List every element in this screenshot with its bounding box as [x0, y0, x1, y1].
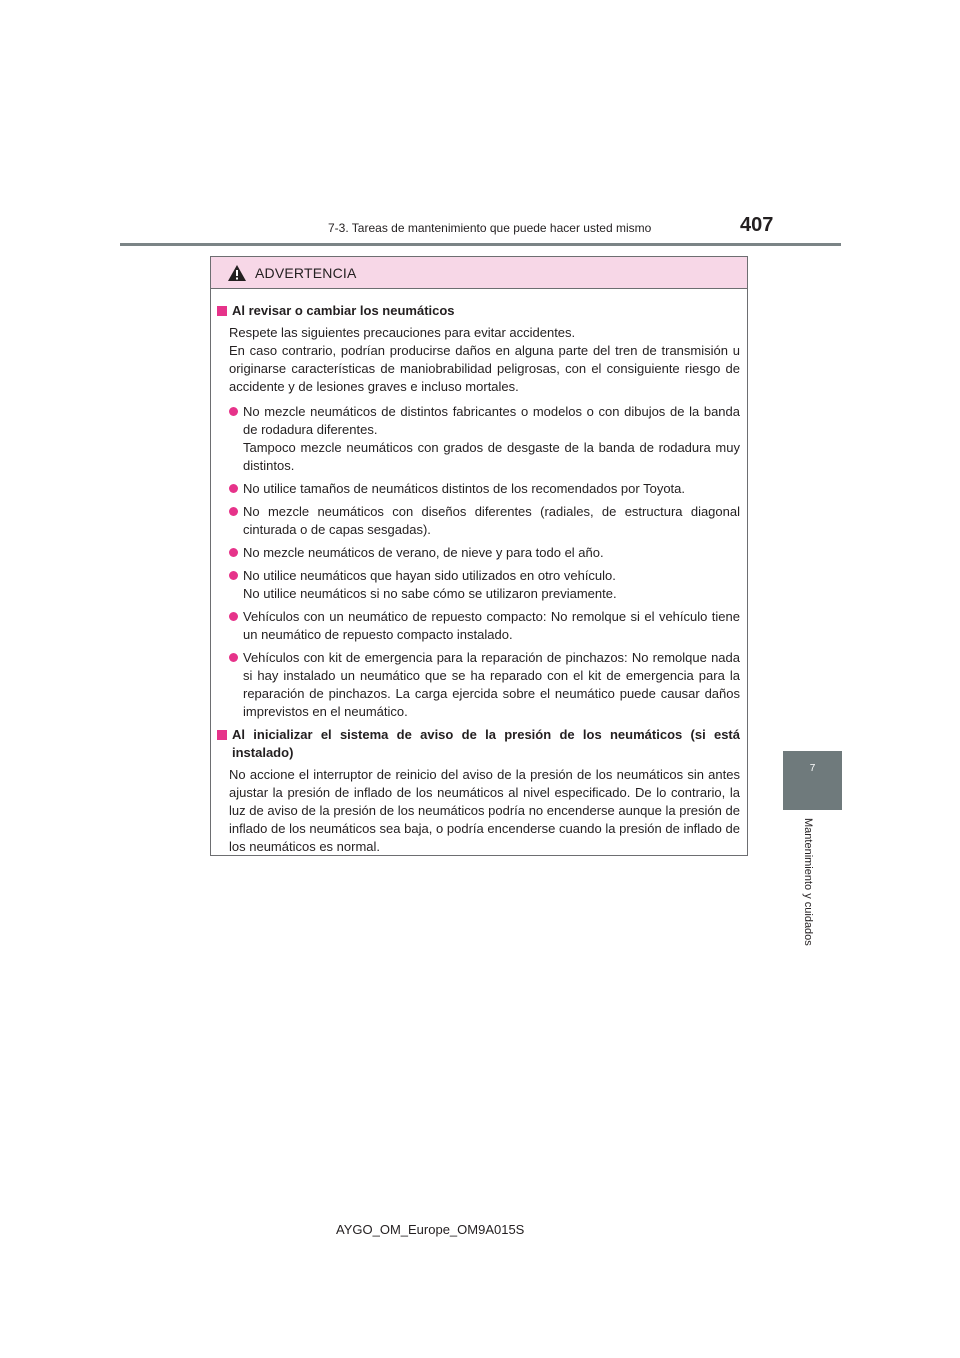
- list-item: Vehículos con kit de emergencia para la reparación de pinchazos: No remolque nada si hay instalado un neumático que se ha reparado con el kit de emergencia para la reparación de pinchazos. La carga ejercida sobre el neumático puede causar daños imprevistos en el neumático.: [229, 649, 740, 721]
- round-bullet-icon: [229, 653, 238, 662]
- page-number: 407: [740, 214, 774, 236]
- chapter-number: 7: [809, 763, 816, 774]
- round-bullet-icon: [229, 548, 238, 557]
- list-item: No utilice neumáticos que hayan sido utilizados en otro vehículo. No utilice neumáticos si no sabe cómo se utilizaron previamente.: [229, 567, 740, 603]
- round-bullet-icon: [229, 571, 238, 580]
- list-item: No mezcle neumáticos de distintos fabricantes o modelos o con dibujos de la banda de rodadura diferentes. Tampoco mezcle neumáticos con grados de desgaste de la banda de rodadura muy distintos.: [229, 403, 740, 475]
- round-bullet-icon: [229, 484, 238, 493]
- list-item: Vehículos con un neumático de repuesto compacto: No remolque si el vehículo tiene un neumático de repuesto compacto instalado.: [229, 608, 740, 644]
- chapter-title: Mantenimiento y cuidados: [802, 818, 814, 946]
- section-heading-tires: Al revisar o cambiar los neumáticos: [217, 302, 740, 320]
- warning-header: [211, 257, 747, 289]
- intro-line: Respete las siguientes precauciones para evitar accidentes.: [229, 325, 576, 340]
- list-item: No mezcle neumáticos con diseños diferentes (radiales, de estructura diagonal cinturada o de capas sesgadas).: [229, 503, 740, 539]
- warning-content: [211, 289, 747, 856]
- intro-line: En caso contrario, podrían producirse daños en alguna parte del tren de transmisión u originarse características de maniobrabilidad peligrosas, con el consiguiente riesgo de accidente y de lesiones graves e incluso mortales.: [229, 343, 740, 394]
- section-heading-pressure-warning: Al inicializar el sistema de aviso de la presión de los neumáticos (si está instalado): [217, 726, 740, 762]
- square-bullet-icon: [217, 306, 227, 316]
- warning-title: ADVERTENCIA: [255, 264, 357, 281]
- round-bullet-icon: [229, 507, 238, 516]
- list-item: No utilice tamaños de neumáticos distintos de los recomendados por Toyota.: [229, 480, 740, 498]
- list-item: No mezcle neumáticos de verano, de nieve y para todo el año.: [229, 544, 740, 562]
- chapter-tab[interactable]: [783, 751, 842, 810]
- precautions-list: [229, 403, 740, 721]
- warning-box: [210, 256, 748, 856]
- square-bullet-icon: [217, 730, 227, 740]
- section-body: No accione el interruptor de reinicio del aviso de la presión de los neumáticos sin antes ajustar la presión de inflado de los neumáticos al nivel especificado. De lo contrario, la luz de aviso de la presión de los neumáticos podría no encenderse aunque la presión de inflado de los neumáticos sea baja, o podría encenderse cuando la presión de inflado de los neumáticos es normal.: [229, 767, 740, 854]
- round-bullet-icon: [229, 407, 238, 416]
- document-id: AYGO_OM_Europe_OM9A015S: [336, 1222, 525, 1237]
- warning-triangle-icon: [227, 264, 247, 282]
- header-divider: [120, 243, 841, 246]
- round-bullet-icon: [229, 612, 238, 621]
- section-header: 7-3. Tareas de mantenimiento que puede hacer usted mismo: [328, 221, 652, 235]
- section-intro: [229, 324, 740, 396]
